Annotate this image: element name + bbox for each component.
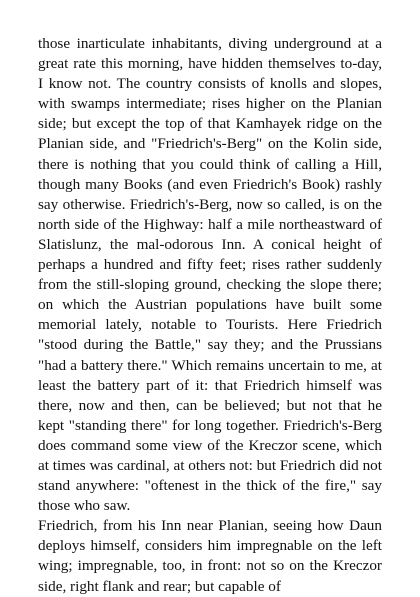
page-body bbox=[38, 34, 382, 597]
paragraph-1: those inarticulate inhabitants, diving underground at a great rate this morning, have hidden themselves to-day, I know not. The country consists of knolls and slopes, with swamps intermediate; rises higher on the Planian side; but except the top of that Kamhayek ridge on the Planian side, and "Friedrich's-Berg" on the Kolin side, there is nothing that you could think of calling a Hill, though many Books (and even Friedrich's Book) rashly say otherwise. Friedrich's-Berg, now so called, is on the north side of the Highway: half a mile northeastward of Slatislunz, the mal-odorous Inn. A conical height of perhaps a hundred and fifty feet; rises rather suddenly from the still-sloping ground, checking the slope there; on which the Austrian populations have built some memorial lately, notable to Tourists. Here Friedrich "stood during the Battle," say they; and the Prussians "had a battery there." Which remains uncertain to me, at least the battery part of it: that Friedrich himself was there, now and then, can be believed; but not that he kept "standing there" for long together. Friedrich's-Berg does command some view of the Kreczor scene, which at times was cardinal, at others not: but Friedrich did not stand anywhere: "oftenest in the thick of the fire," say those who saw. bbox=[38, 35, 382, 515]
paragraph-2: Friedrich, from his Inn near Planian, seeing how Daun deploys himself, considers him impregnable on the left wing; impregnable, too, in front: not so on the Kreczor side, right flank and rear; but capable of bbox=[38, 517, 382, 595]
